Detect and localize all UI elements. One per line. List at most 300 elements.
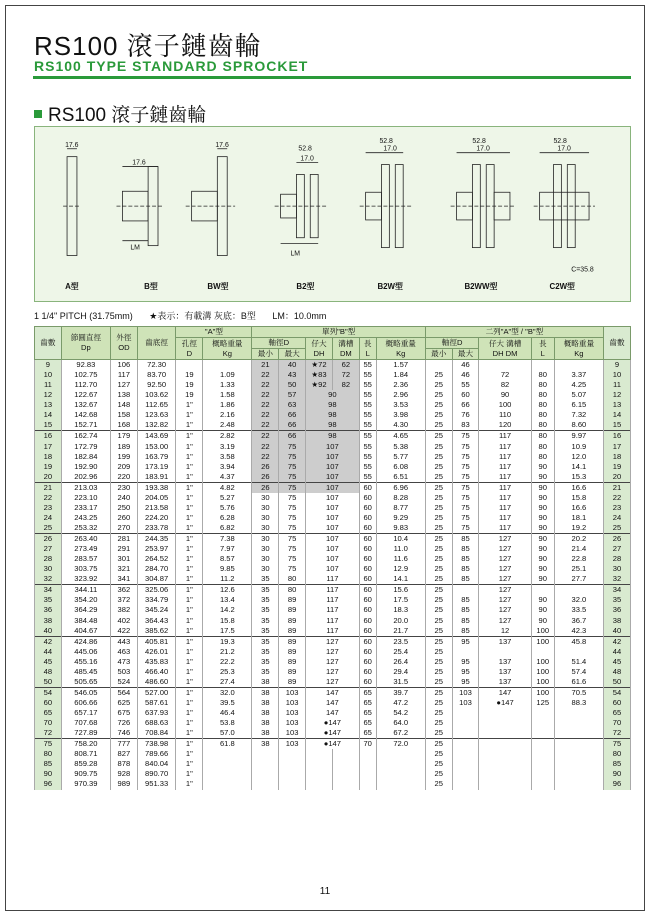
dim-b2ww-17: 17.0 [476, 145, 490, 153]
table-cell: 89 [279, 667, 306, 677]
table-cell: 273.49 [61, 544, 110, 554]
table-cell: 1" [176, 503, 203, 513]
table-cell: 2.48 [203, 420, 252, 431]
table-cell: 127 [479, 574, 531, 585]
table-cell: 25 [425, 493, 452, 503]
table-cell: 9 [603, 360, 630, 371]
table-cell: 5.76 [203, 503, 252, 513]
th-b-hub: 仔大 DH [306, 338, 333, 360]
table-row [35, 636, 631, 647]
table-cell: 30 [252, 544, 279, 554]
table-cell: 72 [332, 370, 359, 380]
table-cell: 25 [425, 749, 452, 759]
table-cell: 137 [479, 667, 531, 677]
table-cell: 24 [35, 513, 62, 523]
title-rule [33, 76, 631, 79]
table-cell: 45 [603, 657, 630, 667]
table-cell: 777 [110, 739, 137, 750]
table-cell: 1" [176, 739, 203, 750]
table-cell: 44 [603, 647, 630, 657]
table-cell [531, 647, 554, 657]
table-cell: 15.3 [554, 472, 603, 483]
table-cell [203, 360, 252, 371]
table-cell: 22 [35, 493, 62, 503]
table-cell [203, 759, 252, 769]
table-cell: 199 [110, 452, 137, 462]
table-cell: 60 [359, 534, 376, 545]
table-cell [252, 749, 279, 759]
table-cell: 13.4 [203, 595, 252, 605]
table-cell: 35 [252, 667, 279, 677]
table-cell: 30 [252, 554, 279, 564]
table-cell: 16.6 [554, 482, 603, 493]
table-cell: 132.67 [61, 400, 110, 410]
table-cell: 789.66 [137, 749, 176, 759]
th-single-b: 單列"B"型 [252, 327, 425, 338]
table-cell: 72 [35, 728, 62, 739]
table-cell: 424.86 [61, 636, 110, 647]
table-cell: 989 [110, 779, 137, 789]
table-cell: 107 [306, 503, 360, 513]
table-row [35, 472, 631, 483]
drawing-bw-type [186, 149, 235, 256]
table-cell: 808.71 [61, 749, 110, 759]
table-cell: 35 [252, 595, 279, 605]
table-cell: 240 [110, 493, 137, 503]
table-cell: 1" [176, 544, 203, 554]
table-row [35, 708, 631, 718]
label-b2-type: B2型 [296, 282, 315, 292]
table-cell: 25 [425, 728, 452, 739]
table-cell: 10.9 [554, 441, 603, 451]
table-cell: 89 [279, 616, 306, 626]
table-cell: 75 [603, 739, 630, 750]
table-cell: 1.09 [203, 370, 252, 380]
table-cell: 67.2 [376, 728, 425, 739]
table-cell: 15 [35, 420, 62, 431]
table-cell: 90 [479, 390, 531, 400]
table-cell: 55 [359, 380, 376, 390]
table-cell: 1" [176, 441, 203, 451]
table-cell: 25 [425, 759, 452, 769]
table-cell: 85 [452, 605, 479, 615]
table-cell: 55 [359, 390, 376, 400]
table-cell: 80 [531, 400, 554, 410]
table-cell: 8.28 [376, 493, 425, 503]
table-cell: 546.05 [61, 687, 110, 698]
table-cell: 726 [110, 718, 137, 728]
table-cell: 100 [531, 626, 554, 637]
table-cell: 325.06 [137, 585, 176, 596]
table-cell: 85 [603, 759, 630, 769]
dim-c2w-17: 17.0 [557, 145, 571, 153]
table-cell: 22 [603, 493, 630, 503]
table-cell: 122.67 [61, 390, 110, 400]
table-cell: 6.51 [376, 472, 425, 483]
table-cell: 20.2 [554, 534, 603, 545]
table-cell: 27 [603, 544, 630, 554]
table-cell: 4.65 [376, 431, 425, 442]
table-cell: 100 [531, 677, 554, 688]
table-cell: 44 [35, 647, 62, 657]
table-row [35, 482, 631, 493]
table-cell: 1" [176, 616, 203, 626]
table-cell: 25 [425, 616, 452, 626]
table-cell: 137 [479, 657, 531, 667]
table-cell [452, 779, 479, 789]
table-cell: 57.0 [203, 728, 252, 739]
table-cell: 75 [452, 462, 479, 472]
table-cell: 82 [479, 380, 531, 390]
table-cell: 54 [603, 687, 630, 698]
table-cell: 455.16 [61, 657, 110, 667]
table-cell: 60 [359, 605, 376, 615]
table-cell: 738.98 [137, 739, 176, 750]
table-cell: 147 [306, 687, 360, 698]
table-cell: 951.33 [137, 779, 176, 789]
table-cell: 147 [306, 708, 360, 718]
dim-b-lm: LM [130, 244, 140, 252]
table-cell: 107 [306, 544, 360, 554]
table-cell: 263.40 [61, 534, 110, 545]
table-cell: 1" [176, 523, 203, 534]
table-cell: 25 [425, 370, 452, 380]
table-cell: 25 [425, 657, 452, 667]
table-cell: 35 [252, 574, 279, 585]
table-cell: 34 [603, 585, 630, 596]
table-cell: 1" [176, 605, 203, 615]
table-cell: 38 [35, 616, 62, 626]
dim-c2w-528: 52.8 [553, 137, 567, 145]
table-cell: 75 [279, 472, 306, 483]
table-cell: 38 [252, 698, 279, 708]
th-b-weight: 概略重量 Kg [376, 338, 425, 360]
table-cell: 827 [110, 749, 137, 759]
table-cell: 15 [603, 420, 630, 431]
table-cell: 80 [531, 431, 554, 442]
table-cell: 657.17 [61, 708, 110, 718]
table-cell: 25 [425, 452, 452, 462]
table-cell: 233.78 [137, 523, 176, 534]
table-cell: 1" [176, 472, 203, 483]
table-cell: 100 [531, 657, 554, 667]
table-cell: 55 [359, 472, 376, 483]
table-cell: 65 [359, 718, 376, 728]
table-cell: 75 [279, 452, 306, 462]
table-cell: 142.68 [61, 410, 110, 420]
table-cell: 55 [359, 462, 376, 472]
table-cell: 70 [603, 718, 630, 728]
th-b-groove: 溝槽 DM [332, 338, 359, 360]
table-row [35, 626, 631, 637]
table-cell: 147 [479, 687, 531, 698]
table-cell: 25.4 [376, 647, 425, 657]
table-cell: 192.90 [61, 462, 110, 472]
table-cell [554, 759, 603, 769]
table-cell: 98 [306, 431, 360, 442]
table-cell: 96 [35, 779, 62, 789]
table-cell: 1" [176, 718, 203, 728]
table-cell [479, 779, 531, 789]
table-cell [359, 749, 376, 759]
table-cell: 404.67 [61, 626, 110, 637]
table-cell: 89 [279, 677, 306, 688]
table-cell [425, 360, 452, 371]
table-cell [452, 647, 479, 657]
table-cell: 25 [425, 698, 452, 708]
table-row [35, 380, 631, 390]
table-cell: 90 [35, 769, 62, 779]
table-cell: 85 [452, 544, 479, 554]
table-cell: 107 [306, 452, 360, 462]
table-cell: 31.5 [376, 677, 425, 688]
table-cell: 3.19 [203, 441, 252, 451]
table-cell: 117 [306, 616, 360, 626]
table-cell: 40 [35, 626, 62, 637]
table-cell: 8.77 [376, 503, 425, 513]
dim-b2-528: 52.8 [298, 145, 312, 153]
table-cell [479, 728, 531, 739]
table-cell: 54 [35, 687, 62, 698]
table-cell: 12.6 [203, 585, 252, 596]
table-cell: 36 [35, 605, 62, 615]
table-cell: 12 [603, 390, 630, 400]
th-b-shaft: 軸徑D [252, 338, 306, 349]
table-cell: 47.2 [376, 698, 425, 708]
table-cell: 7.32 [554, 410, 603, 420]
table-cell: 117 [306, 595, 360, 605]
table-cell: 55 [359, 441, 376, 451]
table-cell: 76 [452, 410, 479, 420]
table-cell: 19 [176, 380, 203, 390]
table-cell: 107 [306, 534, 360, 545]
table-cell: ★92 [306, 380, 333, 390]
table-cell: 90 [531, 534, 554, 545]
table-cell [452, 769, 479, 779]
table-cell: 26 [252, 482, 279, 493]
table-cell: 51.4 [554, 657, 603, 667]
table-row [35, 400, 631, 410]
table-cell [479, 749, 531, 759]
table-cell [531, 718, 554, 728]
table-cell: 270 [110, 523, 137, 534]
table-cell [279, 769, 306, 779]
th-bottom: 齒底徑 [137, 327, 176, 360]
table-row [35, 687, 631, 698]
table-cell [376, 779, 425, 789]
table-cell: 45.8 [554, 636, 603, 647]
table-cell: 26 [603, 534, 630, 545]
table-cell: 75 [279, 462, 306, 472]
th-bore: 孔徑 D [176, 338, 203, 360]
table-cell: 85 [452, 574, 479, 585]
th-od: 外徑 OD [110, 327, 137, 360]
table-cell: 90 [603, 769, 630, 779]
table-cell [279, 759, 306, 769]
table-cell: 127 [306, 647, 360, 657]
table-cell: 13 [35, 400, 62, 410]
table-cell [554, 739, 603, 750]
table-cell: 25 [425, 544, 452, 554]
table-cell: 127 [479, 554, 531, 564]
table-cell [279, 749, 306, 759]
section-title: RS100 滾子鏈齒輪 [48, 105, 207, 126]
table-cell: 1" [176, 493, 203, 503]
table-cell: ●147 [479, 698, 531, 708]
table-cell: 80 [531, 441, 554, 451]
th-d-shaft: 軸徑D [425, 338, 479, 349]
table-cell: 117 [306, 605, 360, 615]
table-cell: 5.07 [554, 390, 603, 400]
table-cell: 25 [425, 636, 452, 647]
table-cell: 1" [176, 513, 203, 523]
table-cell: 112.65 [137, 400, 176, 410]
table-cell: 4.37 [203, 472, 252, 483]
table-cell: 1" [176, 410, 203, 420]
table-cell: 32 [35, 574, 62, 585]
table-cell: 117 [306, 574, 360, 585]
table-cell: 1" [176, 749, 203, 759]
table-cell: 55 [359, 420, 376, 431]
table-cell: 344.11 [61, 585, 110, 596]
table-cell: 60 [359, 636, 376, 647]
table-cell: 75 [35, 739, 62, 750]
table-cell: 12 [479, 626, 531, 637]
table-cell: 127 [479, 585, 531, 596]
table-cell: 70 [359, 739, 376, 750]
table-cell: 28 [35, 554, 62, 564]
table-cell: 22.8 [554, 554, 603, 564]
table-cell: 27.7 [554, 574, 603, 585]
table-cell: 6.28 [203, 513, 252, 523]
table-row [35, 574, 631, 585]
table-cell: 6.82 [203, 523, 252, 534]
table-cell: 283.57 [61, 554, 110, 564]
table-cell: 39.7 [376, 687, 425, 698]
table-cell: 25 [425, 779, 452, 789]
table-cell: 1" [176, 400, 203, 410]
dim-b2w-17: 17.0 [383, 145, 397, 153]
table-cell: 75 [279, 564, 306, 574]
table-cell [531, 769, 554, 779]
table-cell: 426.01 [137, 647, 176, 657]
caption-note: ★表示：有載溝 灰底：B型 [149, 311, 256, 321]
table-cell: 675 [110, 708, 137, 718]
table-row [35, 718, 631, 728]
table-cell [279, 779, 306, 789]
table-cell: 80 [531, 410, 554, 420]
table-cell: 80 [531, 380, 554, 390]
table-cell: 8.57 [203, 554, 252, 564]
table-cell: 168 [110, 420, 137, 431]
table-cell: 60 [359, 574, 376, 585]
table-cell: 250 [110, 503, 137, 513]
table-cell: 213.03 [61, 482, 110, 493]
table-cell: 30 [35, 564, 62, 574]
table-cell: 19.2 [554, 523, 603, 534]
table-cell: 3.37 [554, 370, 603, 380]
table-cell: 1" [176, 698, 203, 708]
table-cell: 12.0 [554, 452, 603, 462]
table-cell: 224.20 [137, 513, 176, 523]
table-cell: 89 [279, 657, 306, 667]
table-cell: 12.9 [376, 564, 425, 574]
table-cell [554, 718, 603, 728]
table-cell: 117 [479, 482, 531, 493]
table-cell: 364.43 [137, 616, 176, 626]
table-cell: 75 [279, 534, 306, 545]
table-cell: 183.91 [137, 472, 176, 483]
table-cell: 840.04 [137, 759, 176, 769]
table-cell: 80 [531, 390, 554, 400]
table-cell: 6.96 [376, 482, 425, 493]
table-cell: 83.70 [137, 370, 176, 380]
table-cell: 384.48 [61, 616, 110, 626]
dim-c2w-c358: C=35.8 [571, 266, 594, 274]
table-row [35, 390, 631, 400]
table-cell [554, 360, 603, 371]
table-cell: 4.30 [376, 420, 425, 431]
th-b-max: 最大 [279, 349, 306, 360]
table-cell: 25 [425, 554, 452, 564]
table-cell: 38 [252, 739, 279, 750]
table-cell: 92.50 [137, 380, 176, 390]
table-cell: 107 [306, 513, 360, 523]
table-cell [376, 749, 425, 759]
table-cell: 13 [603, 400, 630, 410]
table-cell: 345.24 [137, 605, 176, 615]
table-cell: 890.70 [137, 769, 176, 779]
table-cell: 25 [425, 420, 452, 431]
table-cell: 95 [452, 667, 479, 677]
table-cell: 80 [531, 420, 554, 431]
table-cell: 75 [452, 431, 479, 442]
table-cell: 120 [479, 420, 531, 431]
table-cell: 24 [603, 513, 630, 523]
table-row [35, 554, 631, 564]
table-cell: 303.75 [61, 564, 110, 574]
table-cell: 65 [359, 698, 376, 708]
table-cell: 117 [479, 462, 531, 472]
table-cell: 107 [306, 441, 360, 451]
table-cell: 707.68 [61, 718, 110, 728]
table-cell: 291 [110, 544, 137, 554]
table-cell: 1" [176, 462, 203, 472]
table-cell: 19 [603, 462, 630, 472]
table-cell: 55 [359, 360, 376, 371]
table-cell: 688.63 [137, 718, 176, 728]
table-cell: ●147 [306, 739, 360, 750]
drawing-a-type [63, 149, 81, 256]
table-row [35, 513, 631, 523]
label-c2w-type: C2W型 [549, 282, 575, 292]
table-cell: 75 [452, 452, 479, 462]
table-cell: 364.29 [61, 605, 110, 615]
table-cell: 138 [110, 390, 137, 400]
table-cell: 75 [279, 441, 306, 451]
table-cell: ●147 [306, 728, 360, 739]
table-cell: 60 [359, 667, 376, 677]
table-cell: 30 [252, 523, 279, 534]
th-d-weight: 概略重量 Kg [554, 338, 603, 360]
table-cell: 89 [279, 636, 306, 647]
table-cell: 60 [452, 390, 479, 400]
table-cell: 1" [176, 728, 203, 739]
table-cell: 103 [279, 739, 306, 750]
table-cell: 25 [425, 677, 452, 688]
table-cell [531, 749, 554, 759]
table-cell: 117 [479, 472, 531, 483]
